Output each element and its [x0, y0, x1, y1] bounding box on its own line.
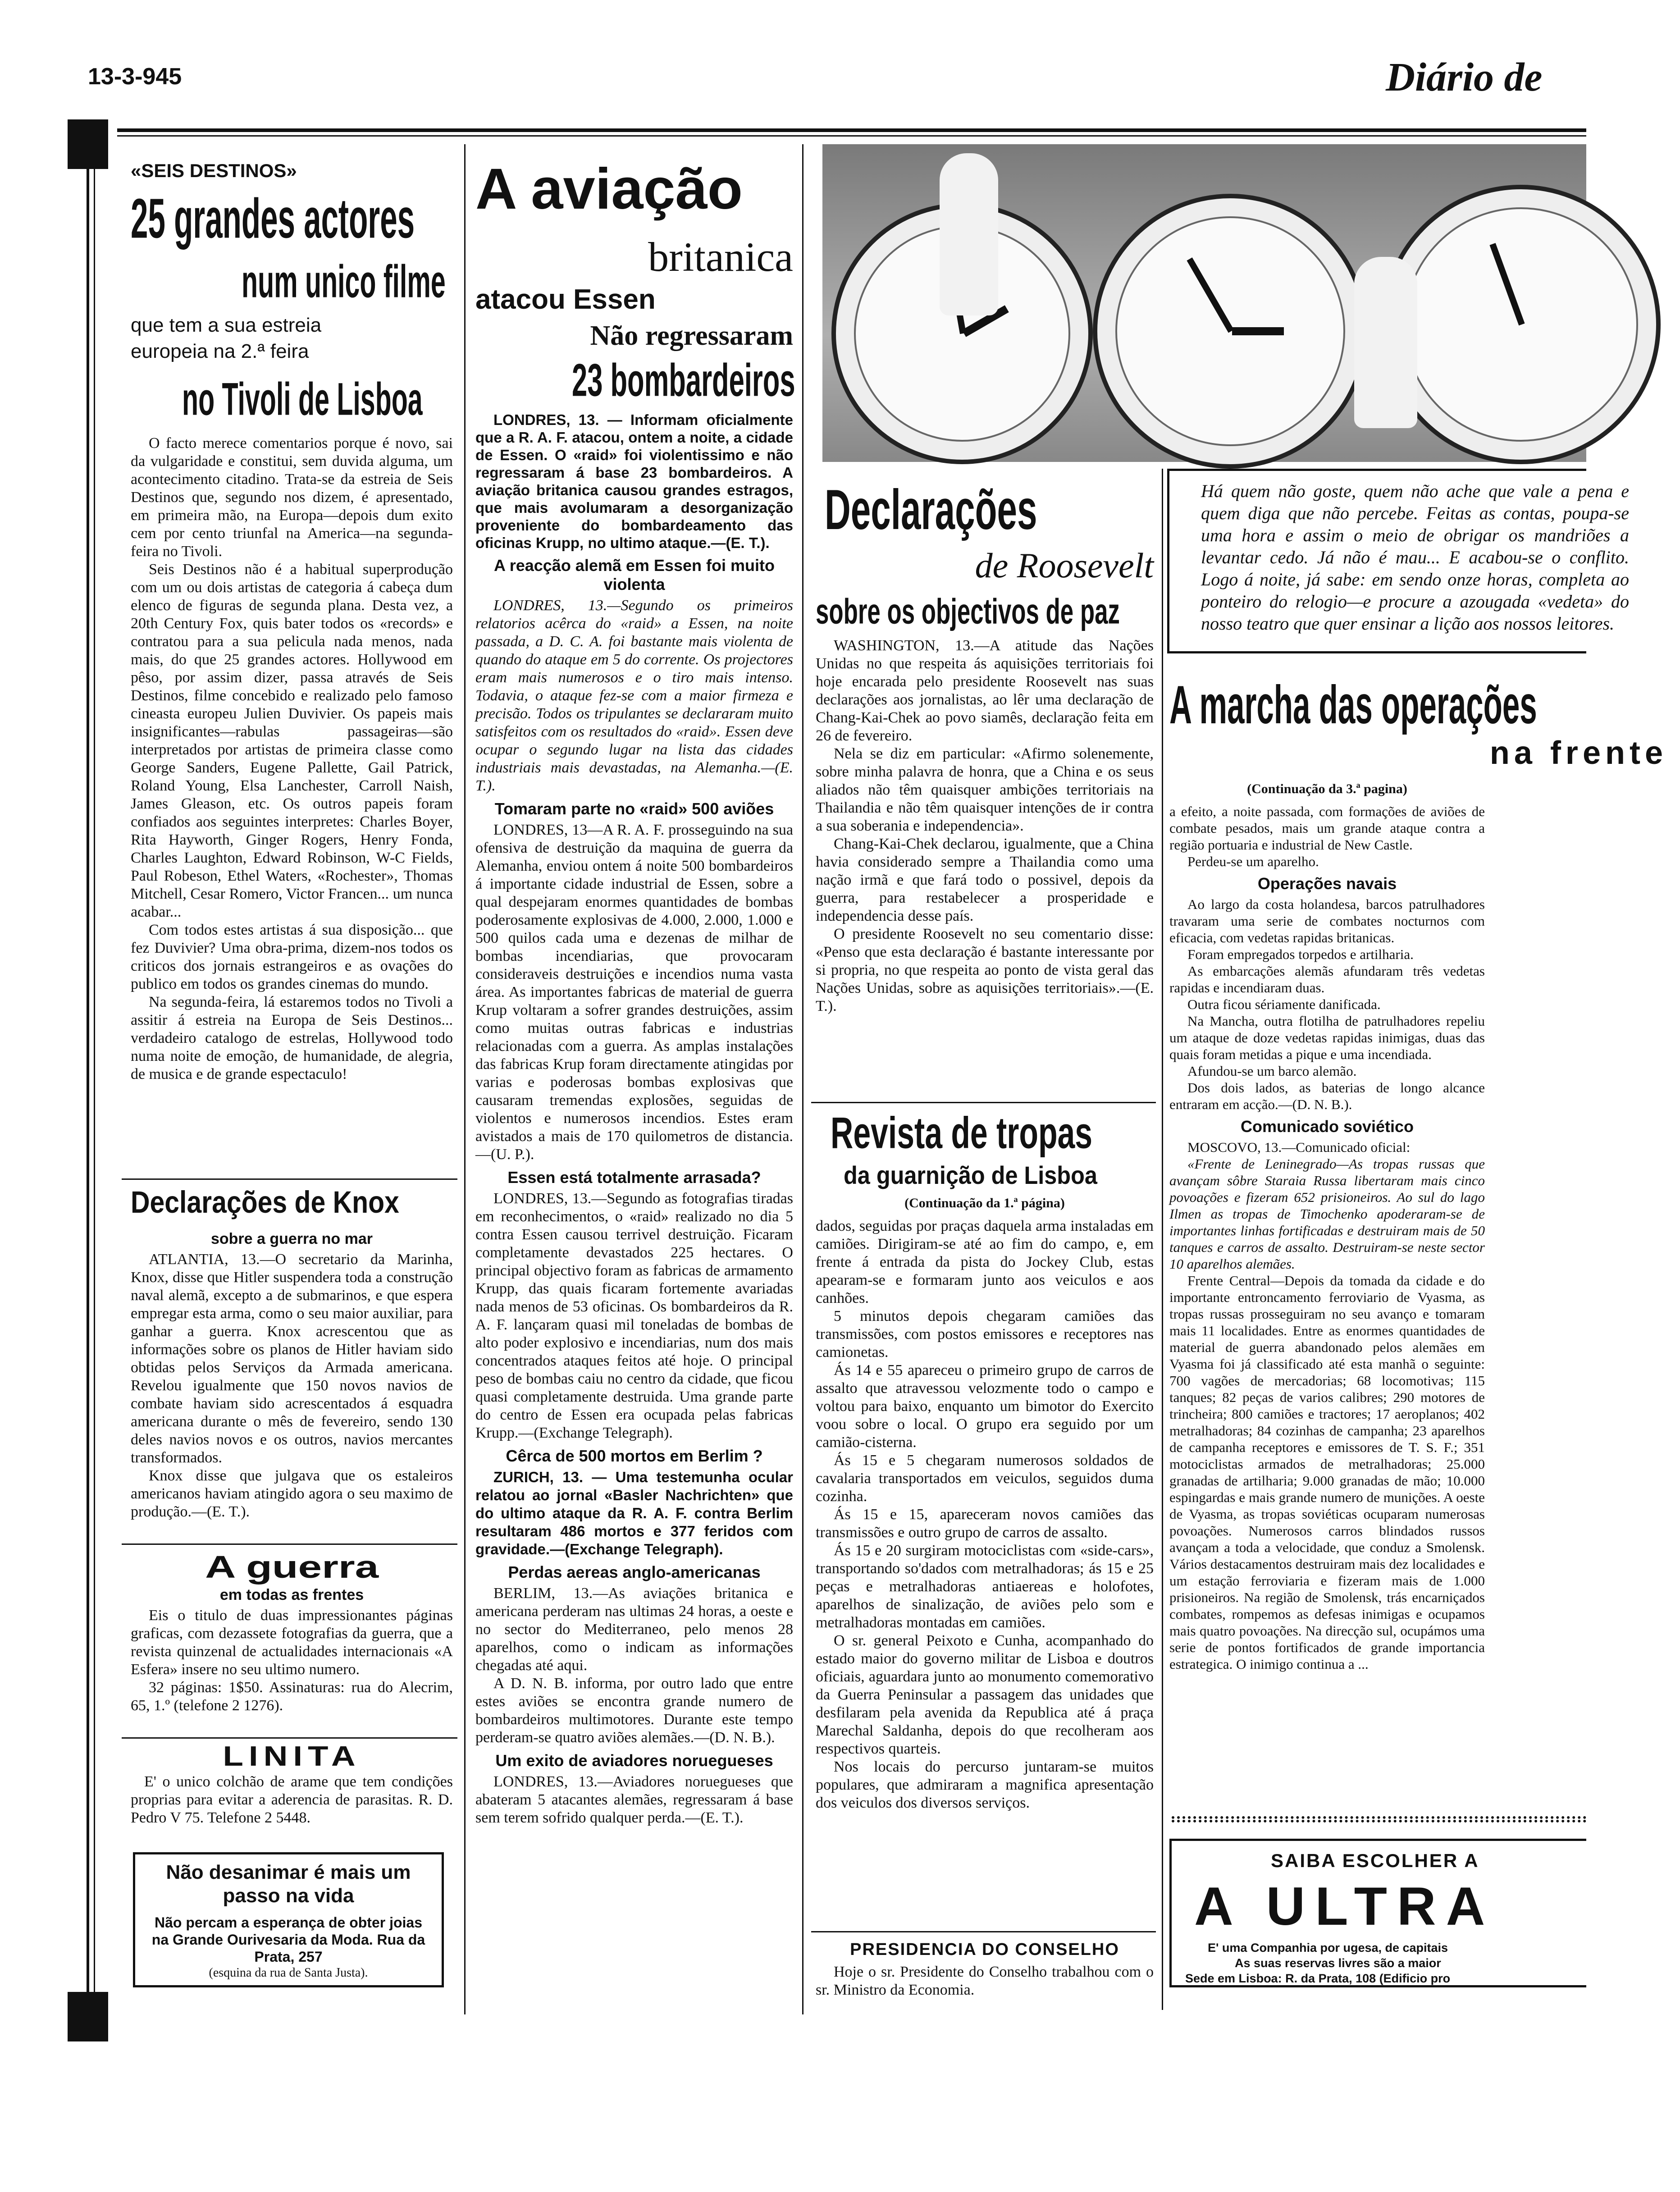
- top-rule-thin: [117, 135, 1586, 137]
- headline-a-guerra: A guerra: [205, 1549, 379, 1585]
- headline-revista-de-tropas: Revista de tropas: [831, 1108, 1093, 1158]
- paragraph: Hoje o sr. Presidente do Conselho trabalhou com o sr. Ministro da Economia.: [816, 1964, 1154, 1998]
- paragraph: Frente Central—Depois da tomada da cidade e do importante entroncamento ferroviario de Vyasma, as tropas russas prosseguiram no seu avanço e tomaram mais 11 localidades. Entre as enormes quantidades de material de guerra abandonado pelos alemães em Vyasma foi já classificado até esta manhã o seguinte: 700 vagões de mercadorias; 68 locomotivas; 115 tanques; 82 peças de varios calibres; 290 motores de trincheira; 800 camiões e tractores; 17 aeroplanos; 402 metralhadoras; 84 cozinhas de campanha; 23 aparelhos de campanha receptores e emissores de T. S. F.; 351 motociclistas armados de metralhadoras; 25.000 granadas de artilharia; 9.000 granadas de mão; 10.000 espingardas e mais grande numero de munições. A oeste de Vyasma, as tropas soviéticas ocuparam numerosas povoações. Numerosos carros blindados russos avançam a toda a velocidade, que conduz a Smolensk. Vários destacamentos destruiram mais dez localidades e um estação ferroviaria e fizeram mais de 1.000 prisioneiros. Na região de Smolensk, trás encarniçados combates, rompemos as defesas inimigas e ocupamos mais quatro povoações. Na direcção sul, ocupámos uma serie de pontos fortificados de grande importancia estrategica. O inimigo continua a ...: [1169, 1273, 1485, 1672]
- paragraph: O sr. general Peixoto e Cunha, acompanhado do estado maior do governo militar de Lisboa e doutros oficiais, aguardara junto ao monumento comemorativo da Guerra Peninsular a passagem das unidades que desfilaram pela avenida da Republica até á praça Marechal Saldanha, depois do que recolheram aos respectivos quarteis.: [816, 1632, 1154, 1757]
- paragraph: Dos dois lados, as baterias de longo alcance entraram em acção.—(D. N. B.).: [1169, 1080, 1485, 1112]
- ad-note: (esquina da rua de Santa Justa).: [209, 1966, 368, 1980]
- paragraph: 5 minutos depois chegaram camiões das transmissões, com postos emissores e receptores nas camionetas.: [816, 1308, 1154, 1361]
- subheadline-berlim: Cêrca de 500 mortos em Berlim ?: [506, 1447, 763, 1465]
- ultra-tagline: SAIBA ESCOLHER A: [1271, 1850, 1479, 1871]
- headline-marcha-das-operacoes: A marcha das operações: [1169, 675, 1537, 735]
- margin-marker-top: [68, 119, 108, 169]
- report-perdas: [475, 1585, 793, 1747]
- seis-destinos-article: [131, 149, 453, 1185]
- paragraph: dados, seguidas por praças daquela arma instaladas em camiões. Dirigiram-se até ao fim do campo, e, em frente á entrada da pista do Jockey Club, estas apearam-se e formaram junto aos veiculos e aos canhões.: [816, 1218, 1154, 1306]
- marcha-operacoes-article: [1169, 671, 1667, 1807]
- ourivesaria-ad: [133, 1852, 444, 1987]
- revista-tropas-article: [816, 1106, 1154, 1931]
- navais-body: [1169, 896, 1485, 1113]
- paragraph: Perdeu-se um aparelho.: [1187, 854, 1319, 869]
- paragraph: LONDRES, 13. — Informam oficialmente que a R. A. F. atacou, ontem a noite, a cidade de Essen. O «raid» foi violentissimo e não regressaram á base 23 bombardeiros. A aviação britanica causou grandes estragos, que mais avolumaram a desorganização proveniente do bombardeamento das oficinas Krupp, no ultimo ataque.—(E. T.).: [475, 411, 793, 551]
- paragraph: Nos locais do percurso juntaram-se muitos populares, que admiraram a magnifica apresentação dos veiculos dos diversos serviços.: [816, 1758, 1154, 1811]
- paragraph: LONDRES, 13.—Segundo as fotografias tiradas em reconhecimentos, o «raid» realizado no dia 5 contra Essen causou terrivel destruição. Ficaram completamente devastados 225 hectares. O principal objectivo foram as fabricas de armamento Krupp, das quais ficaram fortemente avariadas nada menos de 53 oficinas. Os bombardeiros da R. A. F. lançaram quasi mil toneladas de bombas de alto poder explosivo e incendiarias, num dos mais concentrados ataques feitos até hoje. O principal peso de bombas caiu no centro da cidade, que ficou quasi completamente destruida. Uma grande parte do centro de Essen era ocupada pelas fabricas Krupp.—(Exchange Telegraph).: [475, 1190, 793, 1441]
- masthead: [1386, 54, 1542, 100]
- headline-tivoli: no Tivoli de Lisboa: [182, 374, 423, 425]
- clocks-photo: [822, 144, 1586, 462]
- ultra-ad: [1169, 1839, 1586, 1987]
- guerra-subheadline: em todas as frentes: [219, 1586, 364, 1603]
- knox-article: [131, 1183, 453, 1548]
- linita-ad: [131, 1740, 453, 1840]
- ultra-name: A ULTRA: [1194, 1876, 1495, 1936]
- article-body: [131, 434, 453, 1083]
- roosevelt-body: [816, 637, 1154, 1015]
- report-noruegueses: [475, 1773, 793, 1827]
- paragraph: ZURICH, 13. — Uma testemunha ocular relatou ao jornal «Basler Nachrichten» que do ultimo ataque da R. A. F. contra Berlim resultaram 486 mortos e 377 feridos com gravidade.—(Exchange Telegraph).: [475, 1469, 793, 1557]
- paragraph: LONDRES, 13.—Aviadores noruegueses que abateram 5 atacantes alemães, regressaram á base sem terem sofrido qualquer perda.—(E. T.).: [475, 1773, 793, 1826]
- paragraph: LONDRES, 13.—Segundo os primeiros relatorios acêrca do «raid» a Essen, na noite passada, a D. C. A. foi bastante mais violenta de quando do ataque em 5 do corrente. Os projectores eram mais numerosos e o tiro mais intenso. Todavia, o ataque fez-se com a maior firmeza e precisão. Todos os tripulantes se declararam muito satisfeitos com os resultados do «raid». Essen deve ocupar o segundo lugar na lista das cidades industriais mais devastadas, na Alemanha.—(E. T.).: [475, 597, 793, 794]
- paragraph: LONDRES, 13—A R. A. F. prosseguindo na sua ofensiva de destruição da maquina de guerra da Alemanha, enviou ontem á noite 500 bombardeiros á importante cidade industrial de Essen, sobre a qual despejaram enormes quantidades de bombas poderosamente explosivas de 4.000, 2.000, 1.000 e 500 quilos cada uma e dezenas de milhar de bombas incendiarias, que provocaram consideraveis destruições e incendios numa vasta área. As importantes fabricas de material de guerra Krup voltaram a sofrer grandes destruições, assim como muitas outras fabricas e industrias relacionadas com a guerra. As amplas instalações das fabricas Krup foram directamente atingidas por varias e poderosas bombas explosivas que causaram tremendas explosões, seguidas de violentos e numerosos incendios. Estes eram avistados a mais de 170 quilometros de distancia.—(U. P.).: [475, 822, 793, 1163]
- clock-center: [1093, 194, 1368, 469]
- headline-britanica: britanica: [648, 234, 793, 280]
- subheadline-essen-arrasada: Essen está totalmente arrasada?: [507, 1168, 761, 1187]
- report-500-avioes: [475, 821, 793, 1164]
- headline-nao-regressaram: Não regressaram: [590, 320, 793, 351]
- masthead-text: Diário de: [1386, 55, 1543, 100]
- issue-date: [88, 63, 182, 90]
- clock-right: [1381, 185, 1661, 464]
- headline-de-roosevelt: de Roosevelt: [975, 546, 1154, 585]
- paragraph: Outra ficou sériamente danificada.: [1187, 996, 1381, 1012]
- paragraph: A D. N. B. informa, por outro lado que entre estes aviões se encontra grande numero de bombardeiros multimotores. Durante este tempo perderam-se quatro aviões alemães.—(D. N. B.).: [475, 1675, 793, 1746]
- divider: [122, 1544, 457, 1545]
- headline-guarnicao-lisboa: da guarnição de Lisboa: [844, 1161, 1098, 1189]
- woman-figure-right: [1354, 257, 1417, 428]
- headline-presidencia: PRESIDENCIA DO CONSELHO: [850, 1940, 1119, 1959]
- knox-body: [131, 1251, 453, 1521]
- ultra-line-1: E' uma Companhia por ugesa, de capitais: [1208, 1941, 1448, 1955]
- headline-a-aviacao: A aviação: [475, 157, 743, 221]
- roosevelt-article: [816, 473, 1154, 1104]
- paragraph: Ás 14 e 55 apareceu o primeiro grupo de carros de assalto que atravessou velozmente todo o campo e voltou para baixo, enquanto um bimotor do Exercito voou sobre o local. O grupo era seguido por um camião-cisterna.: [816, 1362, 1154, 1451]
- headline-objectivos-de-paz: sobre os objectivos de paz: [816, 591, 1120, 631]
- column-rule-1: [464, 144, 466, 2014]
- paragraph: Nela se diz em particular: «Afirmo solenemente, sobre minha palavra de honra, que a China e os seus aliados não têm quaisquer ambições territoriais na Thailandia e não têm quaisquer intenções de ir contra a sua soberania e independencia».: [816, 745, 1154, 834]
- woman-figure-left: [940, 153, 998, 315]
- marcha-body: [1169, 803, 1485, 870]
- report-essen-arrasada: [475, 1190, 793, 1442]
- column-rule-3: [1162, 469, 1163, 2010]
- paragraph: MOSCOVO, 13.—Comunicado oficial:: [1187, 1139, 1411, 1155]
- paragraph: a efeito, a noite passada, com formações de aviões de combate pesados, mais um grande ataque contra a região portuaria e industrial de New Castle.: [1169, 804, 1485, 853]
- left-border-2: [94, 169, 95, 1992]
- paragraph: Afundou-se um barco alemão.: [1187, 1063, 1357, 1079]
- subheadline-500-avioes: Tomaram parte no «raid» 500 aviões: [494, 799, 774, 818]
- paragraph: Seis Destinos não é a habitual superprodução com um ou dois artistas de categoria á cabeça dum elenco de figuras de segunda plana. Desta vez, a 20th Century Fox, quis bater todos os «records» e contratou para a sua pelicula nada menos, nada mais, do que 25 grandes actores. Hollywood em pêso, por assim dizer, passa através de Seis Destinos, filme concebido e realizado pelo famoso cineasta europeu Julien Duvivier. Os papeis mais insignificantes—rabulas passageiras—são interpretados por artistas de primeira classe como George Sanders, Eugene Pallette, Gail Patrick, Roland Young, Elsa Lanchester, Carroll Naish, James Gleason, etc. Os outros papeis foram confiados aos seguintes interpretes: Charles Boyer, Rita Hayworth, Ginger Rogers, Henry Fonda, Charles Laughton, Edward Robinson, W-C Fields, Paul Robeson, Ethel Waters, «Rochester», Thomas Mitchell, Cesar Romero, Victor Francen... um nunca acabar...: [131, 561, 453, 920]
- subheadline-comunicado-sovietico: Comunicado soviético: [1240, 1117, 1414, 1136]
- sovietico-body: [1169, 1139, 1485, 1672]
- paragraph: E' o unico colchão de arame que tem condições proprias para evitar a aderencia de parasitas. R. D. Pedro V 75. Telefone 2 5448.: [131, 1773, 453, 1826]
- paragraph: Chang-Kai-Chek declarou, igualmente, que a China havia considerado sempre a Thailandia como uma nação irmã e que fará todo o possivel, depois da guerra, para restabelecer a prosperidade e independencia desse país.: [816, 836, 1154, 924]
- paragraph: Com todos estes artistas á sua disposição... que fez Duvivier? Uma obra-prima, dizem-nos todos os criticos dos jornais estrangeiros e as ovações do publico em todos os grandes cinemas do mundo.: [131, 922, 453, 992]
- ad-body: Não percam a esperança de obter joias na Grande Ourivesaria da Moda. Rua da Prata, 257: [151, 1914, 425, 1965]
- left-border: [87, 169, 89, 1992]
- lead-paragraph: [475, 411, 793, 552]
- paragraph: «Frente de Leninegrado—As tropas russas que avançam sôbre Staraia Russa libertaram mais cinco povoações e fizeram 652 prisioneiros. Ao sul do lago Ilmen as tropas de Timochenko apoderaram-se de importantes linhas fortificadas e destruiram mais de 50 tanques e carros de assalto. Destruiram-se neste sector 10 aparelhos alemães.: [1169, 1156, 1485, 1272]
- continuation-note: (Continuação da 3.ª pagina): [1247, 781, 1407, 796]
- photo-caption: Há quem não goste, quem não ache que vale a pena e quem diga que não percebe. Feitas as contas, poupa-se uma hora e assim o meio de obrigar os mandriões a levantar cedo. Já não é mau... E acabou-se o conflito. Logo á noite, já sabe: em sendo onze horas, completa ao ponteiro do relogio—e procure a azougada «vedeta» do nosso teatro que quer ensinar a lição aos nossos leitores.: [1201, 481, 1629, 634]
- subheadline-reaccao: A reacção alemã em Essen foi muito violenta: [494, 556, 775, 594]
- presidencia-notice: [816, 1936, 1154, 1999]
- article-deck: que tem a sua estreia europeia na 2.ª feira: [131, 314, 322, 362]
- paragraph: O facto merece comentarios porque é novo, sai da vulgaridade e constitui, sem duvida alguma, um acontecimento citadino. Trata-se da estreia de Seis Destinos que, segundo nos dizem, é apresentado, em primeira mão, na Europa—depois dum exito cem por cento triunfal na America—na segunda-feira no Tivoli.: [131, 435, 453, 560]
- aviacao-article: [475, 149, 793, 2019]
- paragraph: 32 páginas: 1$50. Assinaturas: rua do Alecrim, 65, 1.º (telefone 2 1276).: [131, 1679, 453, 1714]
- subheadline-perdas: Perdas aereas anglo-americanas: [508, 1563, 761, 1581]
- paragraph: Ás 15 e 20 surgiram motociclistas com «side-cars», transportando so'dados com metralhadoras; ás 15 e 25 peças e metralhadoras antiaereas e holofotes, aparelhos de sinalização, de aviões pelo som e metralhadoras montadas em camiões.: [816, 1542, 1154, 1631]
- headline-na-frente: na frente: [1489, 735, 1667, 771]
- headline-25-actores: 25 grandes actores: [131, 187, 415, 250]
- paragraph: Foram empregados torpedos e artilharia.: [1187, 946, 1414, 962]
- paragraph: O presidente Roosevelt no seu comentario disse: «Penso que esta declaração é bastante interessante por si propria, no que respeita ao ponto de vista geral das Nações Unidas, sobre as aquisições territoriais».—(E. T.).: [816, 926, 1154, 1014]
- ultra-line-2: As suas reservas livres são a maior: [1235, 1956, 1441, 1970]
- paragraph: Ás 15 e 15, apareceram novos camiões das transmissões e outro grupo de carros de assalto.: [816, 1506, 1154, 1541]
- italic-report: [475, 597, 793, 795]
- headline-23-bombardeiros: 23 bombardeiros: [572, 355, 795, 406]
- subheadline-noruegueses: Um exito de aviadores noruegueses: [495, 1751, 773, 1770]
- guerra-body: [131, 1607, 453, 1715]
- article-kicker: «SEIS DESTINOS»: [131, 160, 297, 181]
- headline-num-unico-filme: num unico filme: [242, 256, 446, 307]
- divider: [811, 1102, 1156, 1103]
- headline-atacou-essen: atacou Essen: [475, 284, 656, 315]
- paragraph: Ás 15 e 5 chegaram numerosos soldados de cavalaria transportados em veiculos, seguidos duma cozinha.: [816, 1452, 1154, 1505]
- report-berlim: [475, 1468, 793, 1558]
- dotted-rule: [1172, 1816, 1586, 1822]
- paragraph: WASHINGTON, 13.—A atitude das Nações Unidas no que respeita ás aquisições territoriais foi hoje encarada pelo presidente Roosevelt nas suas declarações aos jornalistas, ao lêr uma declaração de Chang-Kai-Chek ao povo siamês, declaração feita em 26 de fevereiro.: [816, 637, 1154, 744]
- paragraph: Na Mancha, outra flotilha de patrulhadores repeliu um ataque de doze vedetas rapidas inimigas, duas das quais foram metidas a pique e uma incendiada.: [1169, 1013, 1485, 1062]
- paragraph: Ao largo da costa holandesa, barcos patrulhadores travaram uma serie de combates nocturnos com eficacia, com vedetas rapidas britanicas.: [1169, 896, 1485, 945]
- paragraph: Knox disse que julgava que os estaleiros americanos haviam atingido agora o seu maximo de produção.—(E. T.).: [131, 1467, 453, 1520]
- subheadline-operacoes-navais: Operações navais: [1257, 874, 1397, 893]
- guerra-notice: [131, 1548, 453, 1737]
- headline-knox: Declarações de Knox: [131, 1185, 399, 1220]
- issue-date-text: 13-3-945: [88, 64, 182, 90]
- continuation-note: (Continuação da 1.ª página): [904, 1196, 1065, 1210]
- presidencia-body: [816, 1963, 1154, 1999]
- column-rule-2: [802, 144, 803, 2014]
- headline-linita: LINITA: [223, 1741, 361, 1772]
- divider: [122, 1737, 457, 1739]
- paragraph: ATLANTIA, 13.—O secretario da Marinha, Knox, disse que Hitler suspendera toda a construção naval alemã, excepto a de submarinos, e que espera empregar esta arma, como o seu maior auxiliar, para ganhar a guerra. Knox acrescentou que as informações sobre os planos de Hitler haviam sido obtidas pelos Serviços da Armada americana. Revelou igualmente que 150 novos navios de combate haviam sido acrescentados á esquadra americana durante o mês de fevereiro, sendo 130 deles navios novos e os outros, navios mercantes transformados.: [131, 1251, 453, 1466]
- paragraph: As embarcações alemãs afundaram três vedetas rapidas e incendiaram duas.: [1169, 963, 1485, 996]
- margin-marker-bottom: [68, 1992, 108, 2041]
- paragraph: Na segunda-feira, lá estaremos todos no Tivoli a assitir á estreia na Europa de Seis Destinos... verdadeiro catalogo de estrelas, Hollywood todo numa noite de emoção, de humanidade, de alegria, de musica e de grande espectaculo!: [131, 994, 453, 1082]
- divider: [122, 1178, 457, 1180]
- ad-title: Não desanimar é mais um passo na vida: [166, 1861, 411, 1907]
- ultra-line-3: Sede em Lisboa: R. da Prata, 108 (Edificio pro: [1185, 1972, 1451, 1985]
- linita-body: [131, 1773, 453, 1827]
- top-rule: [117, 128, 1586, 132]
- divider: [811, 1931, 1156, 1932]
- photo-caption-box: [1167, 469, 1629, 653]
- headline-declaracoes: Declarações: [825, 478, 1037, 542]
- revista-body: [816, 1217, 1154, 1812]
- paragraph: Eis o titulo de duas impressionantes páginas graficas, com dezassete fotografias da guerra, que a revista quinzenal de actualidades internacionais «A Esfera» insere no seu ultimo numero.: [131, 1607, 453, 1678]
- paragraph: BERLIM, 13.—As aviações britanica e americana perderam nas ultimas 24 horas, a oeste e no sector do Mediterraneo, pelo menos 28 aparelhos, como o indicam as informações chegadas até aqui.: [475, 1585, 793, 1674]
- knox-subheadline: sobre a guerra no mar: [210, 1230, 373, 1247]
